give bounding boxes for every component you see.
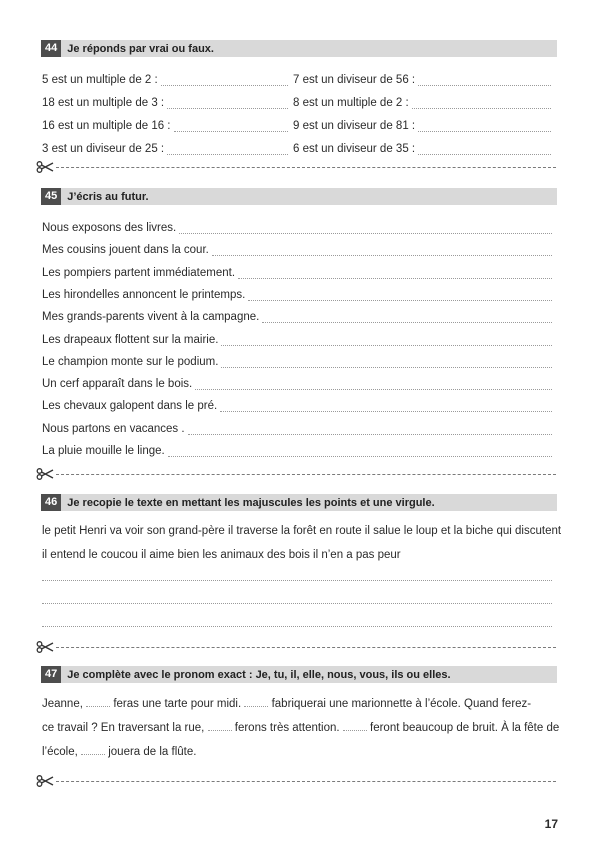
sentence-row: La pluie mouille le linge. bbox=[42, 441, 552, 457]
sentence-row: Les chevaux galopent dans le pré. bbox=[42, 396, 552, 412]
sentence-row: Nous partons en vacances . bbox=[42, 419, 552, 435]
blank-field[interactable] bbox=[81, 745, 105, 755]
answer-line[interactable] bbox=[161, 74, 288, 86]
text-line: le petit Henri va voir son grand-père il traverse la forêt en route il salue le loup et la biche qui discutent bbox=[42, 525, 562, 537]
cut-line bbox=[56, 167, 556, 168]
answer-line[interactable] bbox=[167, 97, 288, 109]
scissors-icon bbox=[36, 775, 54, 787]
answer-line[interactable] bbox=[42, 580, 552, 581]
statement-left: 5 est un multiple de 2 : bbox=[42, 70, 288, 86]
text-line: l’école, jouera de la flûte. bbox=[42, 746, 197, 758]
answer-line[interactable] bbox=[42, 603, 552, 604]
sentence-row: Les drapeaux flottent sur la mairie. bbox=[42, 330, 552, 346]
blank-field[interactable] bbox=[86, 697, 110, 707]
sentence-row: Mes cousins jouent dans la cour. bbox=[42, 240, 552, 256]
scissors-icon bbox=[36, 468, 54, 480]
text-line: ce travail ? En traversant la rue, ferons très attention. feront beaucoup de bruit. À la fête de bbox=[42, 722, 560, 734]
statement-right: 6 est un diviseur de 35 : bbox=[293, 139, 551, 155]
scissors-icon bbox=[36, 161, 54, 173]
answer-line[interactable] bbox=[248, 289, 552, 301]
exercise-title: Je recopie le texte en mettant les majuscules les points et une virgule. bbox=[67, 496, 435, 509]
answer-line[interactable] bbox=[195, 378, 552, 390]
exercise-number: 46 bbox=[41, 494, 61, 511]
answer-line[interactable] bbox=[167, 143, 288, 155]
sentence-row: Nous exposons des livres. bbox=[42, 218, 552, 234]
answer-line[interactable] bbox=[220, 400, 552, 412]
answer-line[interactable] bbox=[418, 74, 551, 86]
exercise-45-header bbox=[41, 188, 557, 205]
answer-line[interactable] bbox=[418, 120, 551, 132]
blank-field[interactable] bbox=[244, 697, 268, 707]
exercise-title: Je complète avec le pronom exact : Je, tu, il, elle, nous, vous, ils ou elles. bbox=[67, 668, 451, 681]
blank-field[interactable] bbox=[208, 721, 232, 731]
cut-line bbox=[56, 647, 556, 648]
answer-line[interactable] bbox=[262, 311, 552, 323]
answer-line[interactable] bbox=[238, 267, 552, 279]
exercise-number: 47 bbox=[41, 666, 61, 683]
answer-line[interactable] bbox=[179, 222, 552, 234]
cut-line bbox=[56, 474, 556, 475]
statement-right: 8 est un multiple de 2 : bbox=[293, 93, 551, 109]
answer-line[interactable] bbox=[221, 356, 552, 368]
text-line: il entend le coucou il aime bien les animaux des bois il n’en a pas peur bbox=[42, 549, 401, 561]
sentence-row: Le champion monte sur le podium. bbox=[42, 352, 552, 368]
answer-line[interactable] bbox=[221, 334, 552, 346]
exercise-46-header bbox=[41, 494, 557, 511]
exercise-title: J’écris au futur. bbox=[67, 190, 149, 203]
exercise-title: Je réponds par vrai ou faux. bbox=[67, 42, 214, 55]
exercise-47-header bbox=[41, 666, 557, 683]
statement-right: 9 est un diviseur de 81 : bbox=[293, 116, 551, 132]
exercise-44-header bbox=[41, 40, 557, 57]
statement-left: 16 est un multiple de 16 : bbox=[42, 116, 288, 132]
sentence-row: Les pompiers partent immédiatement. bbox=[42, 263, 552, 279]
exercise-number: 44 bbox=[41, 40, 61, 57]
page-number: 17 bbox=[544, 817, 558, 831]
answer-line[interactable] bbox=[174, 120, 289, 132]
answer-line[interactable] bbox=[42, 626, 552, 627]
exercise-number: 45 bbox=[41, 188, 61, 205]
cut-line bbox=[56, 781, 556, 782]
scissors-icon bbox=[36, 641, 54, 653]
answer-line[interactable] bbox=[188, 423, 552, 435]
statement-left: 18 est un multiple de 3 : bbox=[42, 93, 288, 109]
sentence-row: Mes grands-parents vivent à la campagne. bbox=[42, 307, 552, 323]
answer-line[interactable] bbox=[168, 445, 552, 457]
answer-line[interactable] bbox=[412, 97, 551, 109]
statement-left: 3 est un diviseur de 25 : bbox=[42, 139, 288, 155]
text-line: Jeanne, feras une tarte pour midi. fabriquerai une marionnette à l’école. Quand ferez- bbox=[42, 698, 532, 710]
sentence-row: Les hirondelles annoncent le printemps. bbox=[42, 285, 552, 301]
statement-right: 7 est un diviseur de 56 : bbox=[293, 70, 551, 86]
answer-line[interactable] bbox=[418, 143, 551, 155]
blank-field[interactable] bbox=[343, 721, 367, 731]
answer-line[interactable] bbox=[212, 244, 552, 256]
sentence-row: Un cerf apparaît dans le bois. bbox=[42, 374, 552, 390]
